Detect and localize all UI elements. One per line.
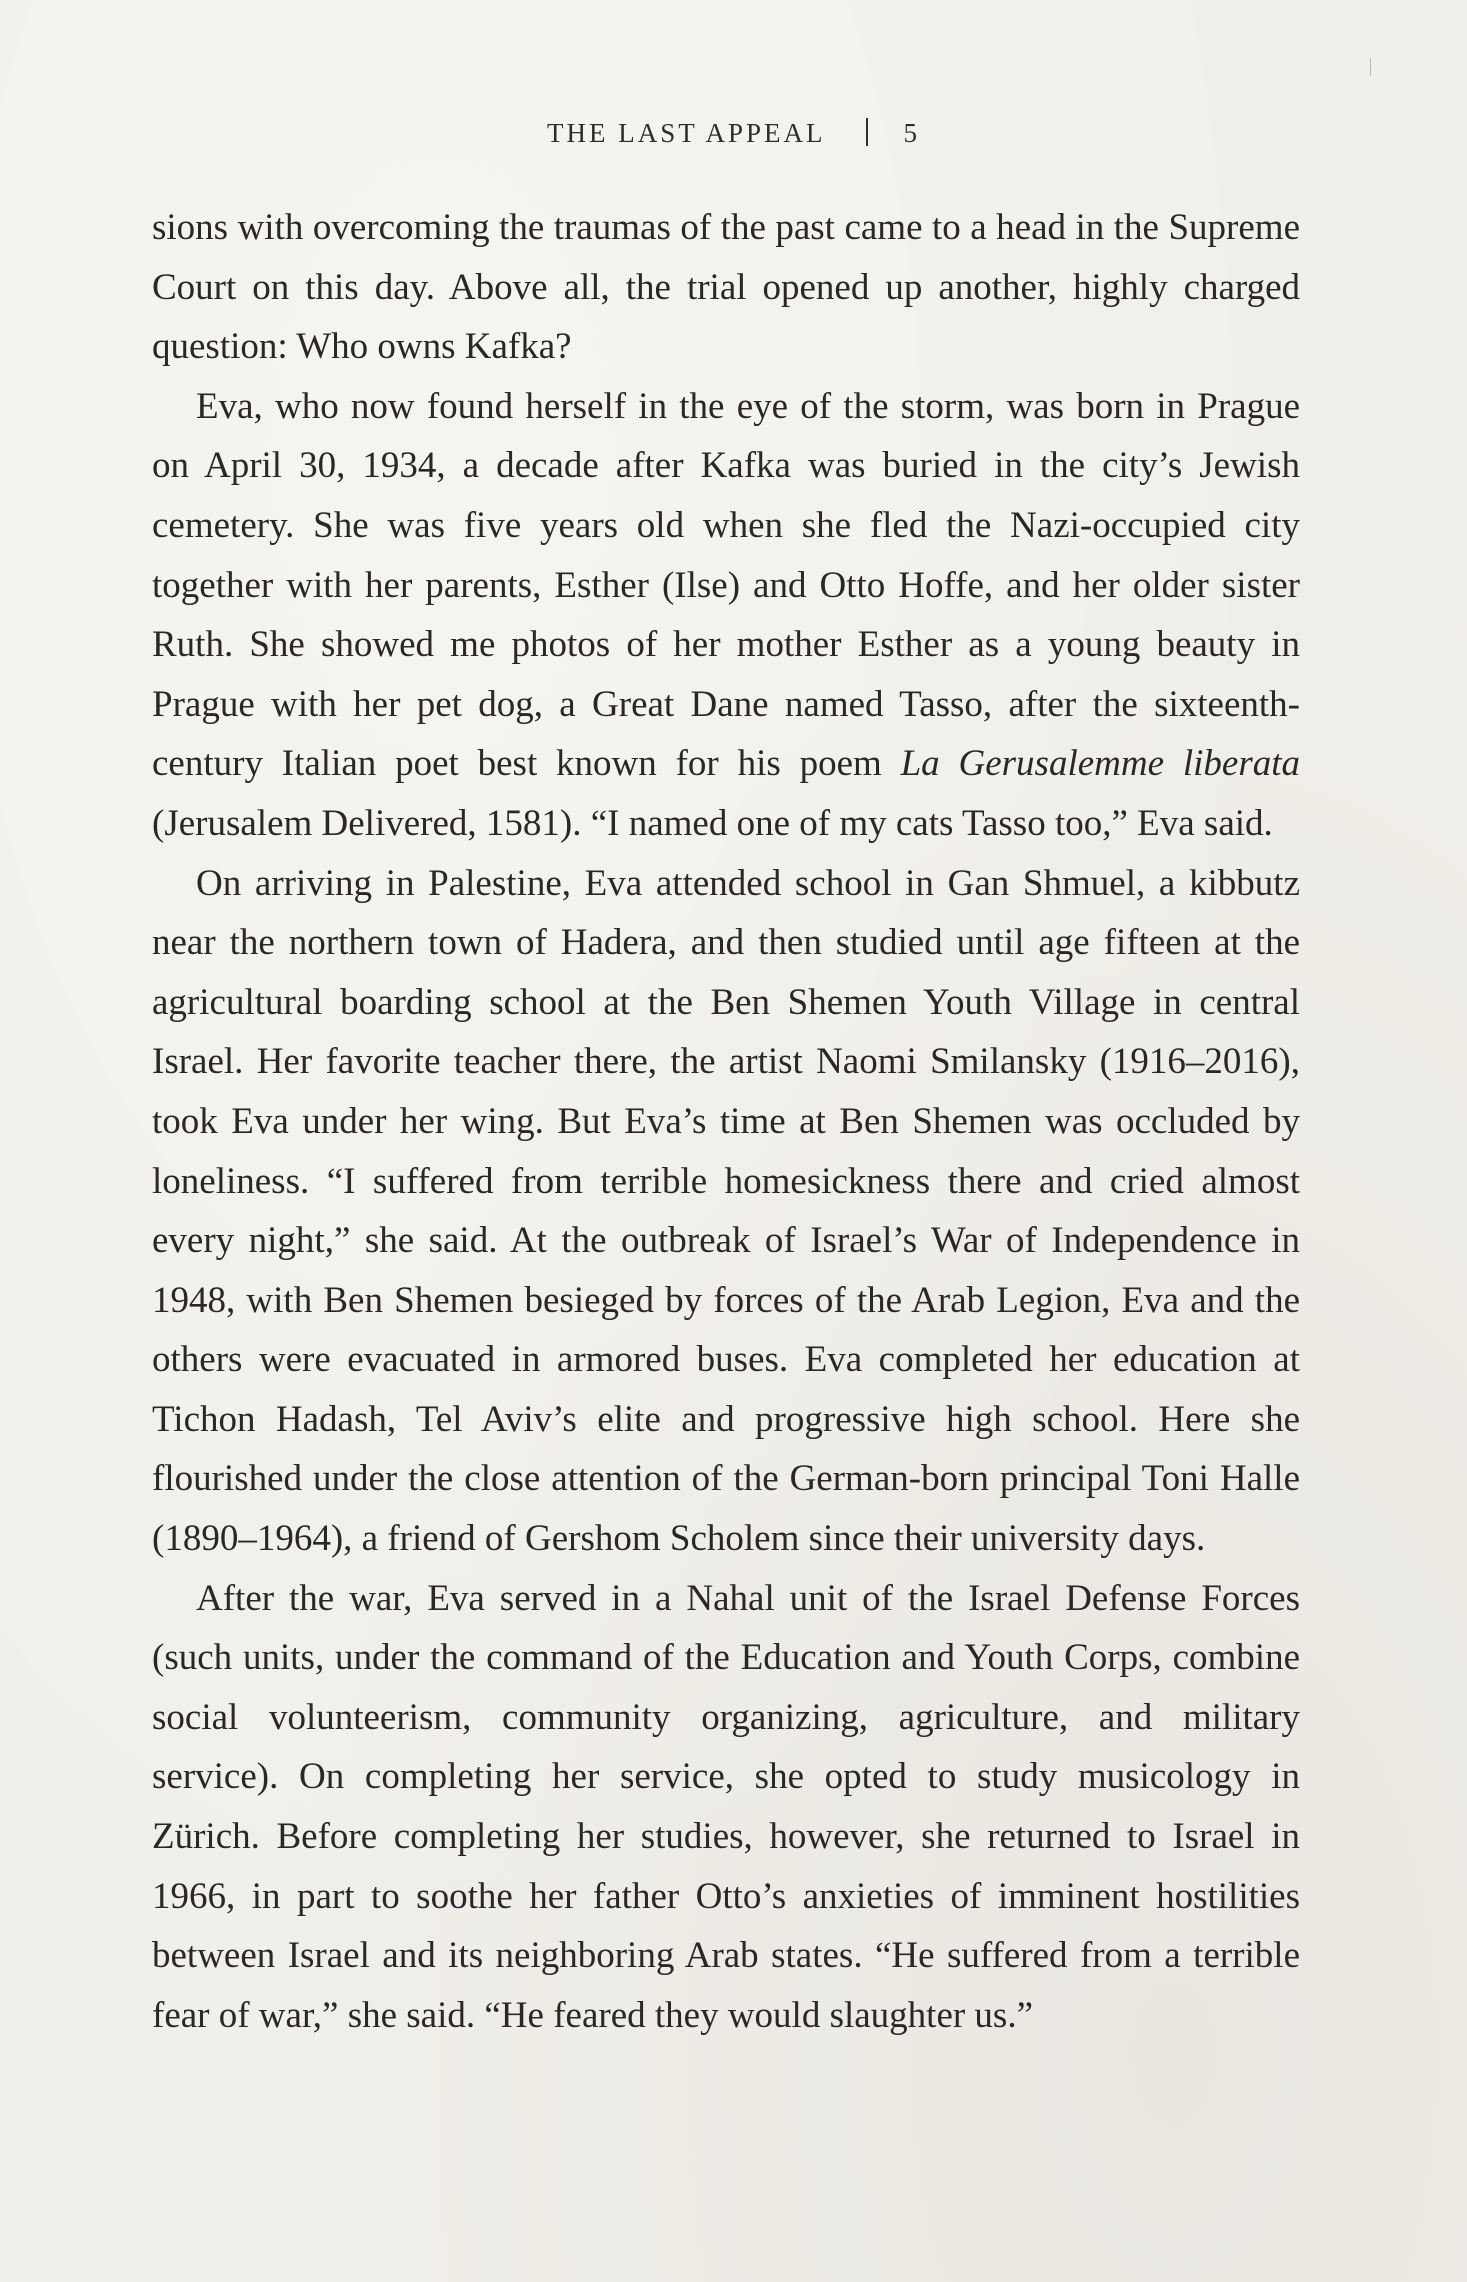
- paragraph-continued: sions with overcoming the traumas of the past came to a head in the Supreme Court on this day. Above all, the trial opened up another, highly charged question: Who owns Kafka?: [152, 207, 1300, 368]
- header-separator: [866, 118, 868, 146]
- running-header: [0, 118, 1467, 149]
- paragraph-palestine: On arriving in Palestine, Eva attended school in Gan Shmuel, a kibbutz near the northern town of Hadera, and then studied until age fifteen at the agricultural boarding school at the Ben Shemen Youth Village in central Israel. Her favorite teacher there, the artist Naomi Smilansky (1916–2016), took Eva under her wing. But Eva’s time at Ben Shemen was occluded by loneliness. “I suffered from terrible homesickness there and cried almost every night,” she said. At the outbreak of Israel’s War of Independence in 1948, with Ben Shemen besieged by forces of the Arab Legion, Eva and the others were evacuated in armored buses. Eva completed her education at Tichon Hadash, Tel Aviv’s elite and progressive high school. Here she flourished under the close attention of the German-born principal Toni Halle (1890–1964), a friend of Gershom Scholem since their university days.: [152, 862, 1300, 1560]
- paragraph-eva-birth: [152, 377, 1300, 854]
- paragraph-after-war: After the war, Eva served in a Nahal unit of the Israel Defense Forces (such units, under the command of the Education and Youth Corps, combine social volunteerism, community organizing, agriculture, and military service). On completing her service, she opted to study musicology in Zürich. Before completing her studies, however, she returned to Israel in 1966, in part to soothe her father Otto’s anxieties of imminent hostilities between Israel and its neighboring Arab states. “He suffered from a terrible fear of war,” she said. “He feared they would slaughter us.”: [152, 1577, 1300, 2036]
- paragraph-text: (Jerusalem Delivered, 1581). “I named one of my cats Tasso too,” Eva said.: [152, 802, 1273, 844]
- italic-poem-title: La Gerusalemme liberata: [900, 743, 1301, 785]
- page-number: 5: [903, 118, 921, 148]
- scan-mark: [1370, 58, 1371, 76]
- paragraph-text: Eva, who now found herself in the eye of the storm, was born in Prague on April 30, 1934, a decade after Kafka was buried in the city’s Jewish cemetery. She was five years old when she fled the Nazi-occupied city together with her parents, Esther (Ilse) and Otto Hoffe, and her older sister Ruth. She showed me photos of her mother Esther as a young beauty in Prague with her pet dog, a Great Dane named Tasso, after the sixteenth-century Italian poet best known for his poem: [152, 385, 1300, 785]
- body-text: [152, 198, 1300, 2045]
- chapter-title: THE LAST APPEAL: [546, 118, 826, 148]
